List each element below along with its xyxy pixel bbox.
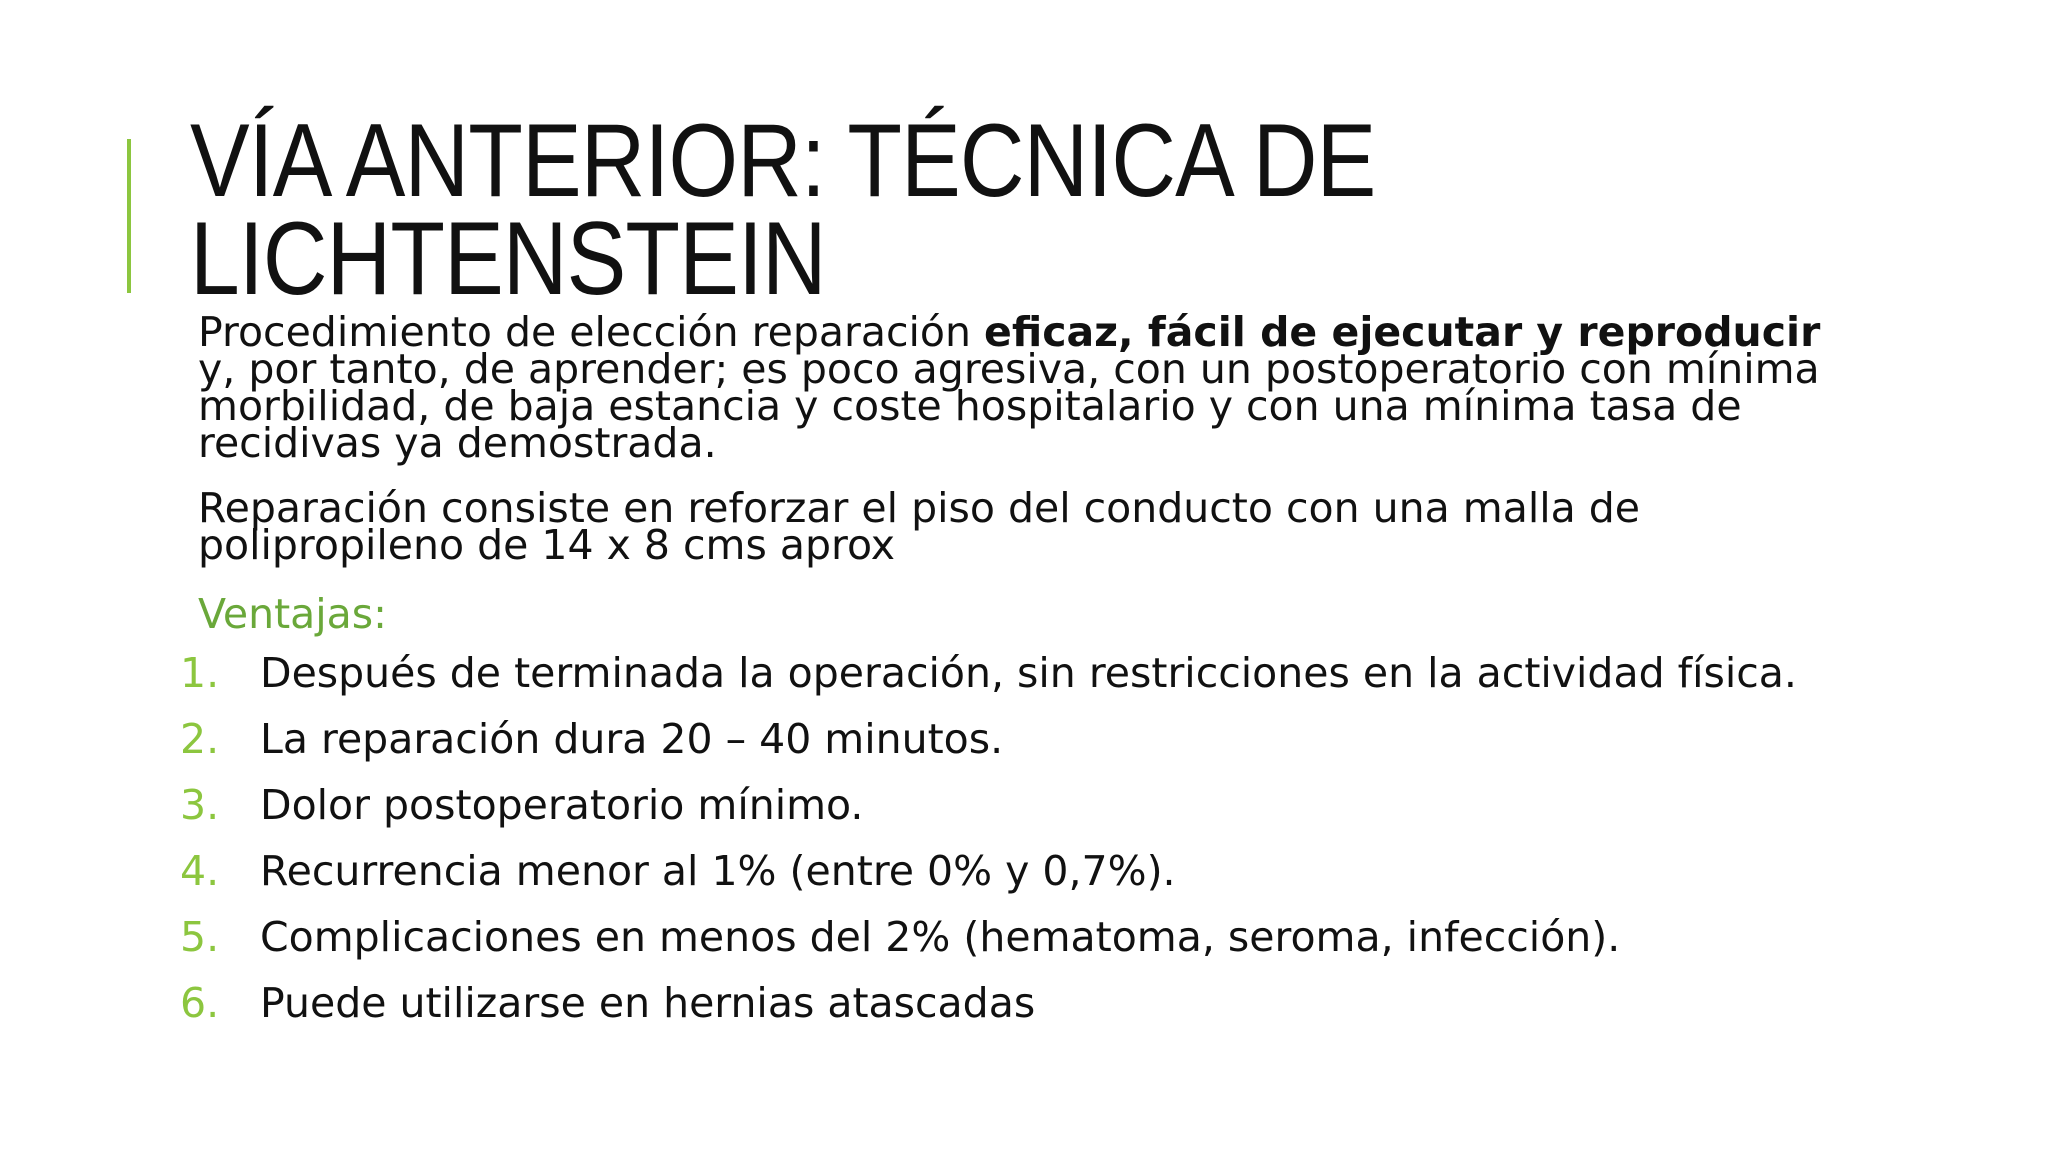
list-item-text: Puede utilizarse en hernias atascadas [260,979,1036,1027]
list-item-text: Recurrencia menor al 1% (entre 0% y 0,7%). [260,847,1176,895]
title-accent-bar [127,139,131,293]
list-item [180,913,1880,961]
list-item-number: 1. [180,649,220,697]
title-line-1: VÍA ANTERIOR: TÉCNICA DE [190,103,1376,219]
list-item-text: La reparación dura 20 – 40 minutos. [260,715,1004,763]
paragraph-procedure-end: y, por tanto, de aprender; es poco agresiva, con un postoperatorio con mínima morbilidad, de baja estancia y coste hospitalario y con una mínima tasa de recidivas ya demostrada. [198,345,1820,467]
list-item-text: Dolor postoperatorio mínimo. [260,781,864,829]
list-item-number: 5. [180,913,220,961]
subheading-ventajas: Ventajas: [198,590,387,638]
list-item-number: 4. [180,847,220,895]
list-item-text: Después de terminada la operación, sin restricciones en la actividad física. [260,649,1797,697]
paragraph-procedure [198,308,1838,467]
list-item-number: 2. [180,715,220,763]
paragraph-procedure-start: Procedimiento de elección reparación [198,308,985,356]
advantages-list [180,649,1880,1051]
list-item [180,715,1880,763]
list-item-number: 3. [180,781,220,829]
paragraph-repair: Reparación consiste en reforzar el piso del conducto con una malla de polipropileno de 14 x 8 cms aprox [198,484,1641,569]
list-item-number: 6. [180,979,220,1027]
slide-body [198,308,1838,672]
list-item-text: Complicaciones en menos del 2% (hematoma, seroma, infección). [260,913,1621,961]
slide-title [190,103,1738,317]
paragraph-procedure-bold: eficaz, fácil de ejecutar y reproducir [984,308,1821,356]
list-item [180,979,1880,1027]
list-item [180,781,1880,829]
title-line-2: LICHTENSTEIN [190,201,826,317]
list-item [180,847,1880,895]
list-item [180,649,1880,697]
